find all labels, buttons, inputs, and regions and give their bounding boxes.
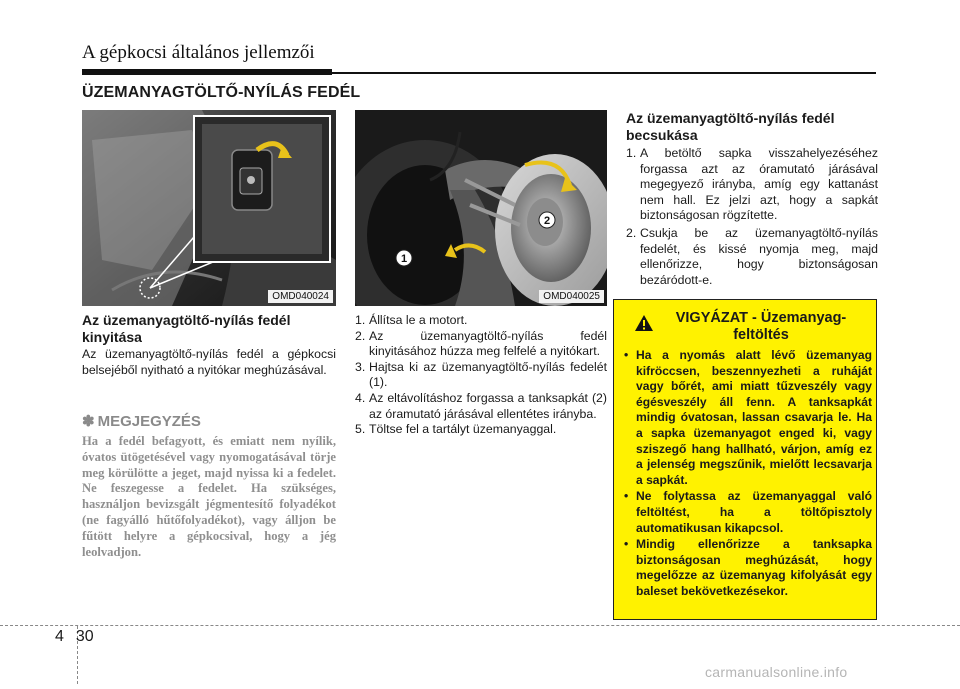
opening-body: Az üzemanyagtöltő-nyílás fedél a gépkocsi belsejéből nyitható a nyitókar meghúzásával.	[82, 347, 336, 377]
list-item: 2. Csukja be az üzemanyagtöltő-nyílás fedelét, és kissé nyomja meg, majd ellenőrizze, hogy biztonságosan bezáródott-e.	[626, 225, 878, 287]
page-number-value: 30	[75, 628, 94, 645]
fuel-door-illustration	[355, 110, 607, 306]
list-item: 4. Az eltávolításhoz forgassa a tanksapkát (2) az óramutató járásával ellentétes irányba.	[355, 390, 607, 421]
figure-code: OMD040024	[268, 290, 333, 303]
note-body: Ha a fedél befagyott, és emiatt nem nyílik, óvatos ütögetésével vagy nyomogatásával törje meg körülötte a jeget, majd nyissa ki a fedelet. Ne feszegesse a fedelet. Ha szükséges, használjon bevizsgált jégmentesítő folyadékot (ne fagyálló hűtőfolyadékot), vagy álljon be fűtött helyre a gépkocsival, hogy a jég leolvadjon.	[82, 434, 336, 559]
opener-lever-illustration	[82, 110, 336, 306]
note-title	[82, 412, 201, 430]
chapter-number: 4	[55, 628, 64, 645]
figure-opener-lever	[82, 110, 336, 306]
list-item: • Ne folytassa az üzemanyaggal való feltöltést, ha a töltőpisztoly automatikusan kikapcsol.	[624, 489, 872, 535]
figure-code: OMD040025	[539, 290, 604, 303]
note-title-text: MEGJEGYZÉS	[97, 413, 201, 430]
warning-header	[614, 310, 878, 344]
callout-1: 1	[400, 253, 408, 265]
closing-heading: Az üzemanyagtöltő-nyílás fedél becsukása	[626, 110, 835, 143]
header-rule-thick	[82, 69, 332, 75]
figure-fuel-door	[355, 110, 607, 306]
watermark: carmanualsonline.info	[705, 664, 848, 680]
list-item: 1. A betöltő sapka visszahelyezéséhez forgassa azt az óramutató járásával megegyező irányba, amíg egy kattanást nem hall. Ez jelzi azt, hogy a sapkát biztonságosan rögzítette.	[626, 146, 878, 223]
closing-steps	[626, 146, 878, 288]
list-item: 1. Állítsa le a motort.	[355, 313, 468, 327]
warning-list	[624, 348, 872, 601]
list-item: • Ha a nyomás alatt lévő üzemanyag kifröccsen, beszennyezheti a ruháját vagy bőrét, ami miatt tűzveszély vagy égésveszély áll fenn. A tanksapkát mindig óvatosan, lassan csavarja le. Ha a sapka üzemanyagot enged ki, vagy sziszegő hang hallható, várjon, amíg ez a jelenség megszűnik, mielőtt lecsavarja a sapkát.	[624, 348, 872, 487]
list-item: • Mindig ellenőrizze a tanksapka biztonságosan meghúzását, hogy megelőzze az üzemanyag kifolyását egy baleset bekövetkezésekor.	[624, 537, 872, 598]
warning-box	[613, 299, 877, 620]
page-number	[55, 628, 94, 646]
note-star-icon: ✽	[82, 413, 95, 430]
footer-divider	[0, 625, 960, 626]
warning-title: VIGYÁZAT - Üzemanyag-feltöltés	[675, 310, 847, 343]
list-item: 3. Hajtsa ki az üzemanyagtöltő-nyílás fedelét (1).	[355, 359, 607, 390]
header-rule-thin	[332, 72, 876, 74]
opening-steps	[355, 313, 607, 438]
chapter-title: A gépkocsi általános jellemzői	[82, 42, 315, 63]
list-item: 2. Az üzemanyagtöltő-nyílás fedél kinyitásához húzza meg felfelé a nyitókart.	[355, 328, 607, 359]
list-item: 5. Töltse fel a tartályt üzemanyaggal.	[355, 422, 557, 437]
section-title: ÜZEMANYAGTÖLTŐ-NYÍLÁS FEDÉL	[82, 84, 361, 101]
callout-2: 2	[543, 215, 551, 227]
opening-heading: Az üzemanyagtöltő-nyílás fedél kinyitása	[82, 312, 291, 345]
